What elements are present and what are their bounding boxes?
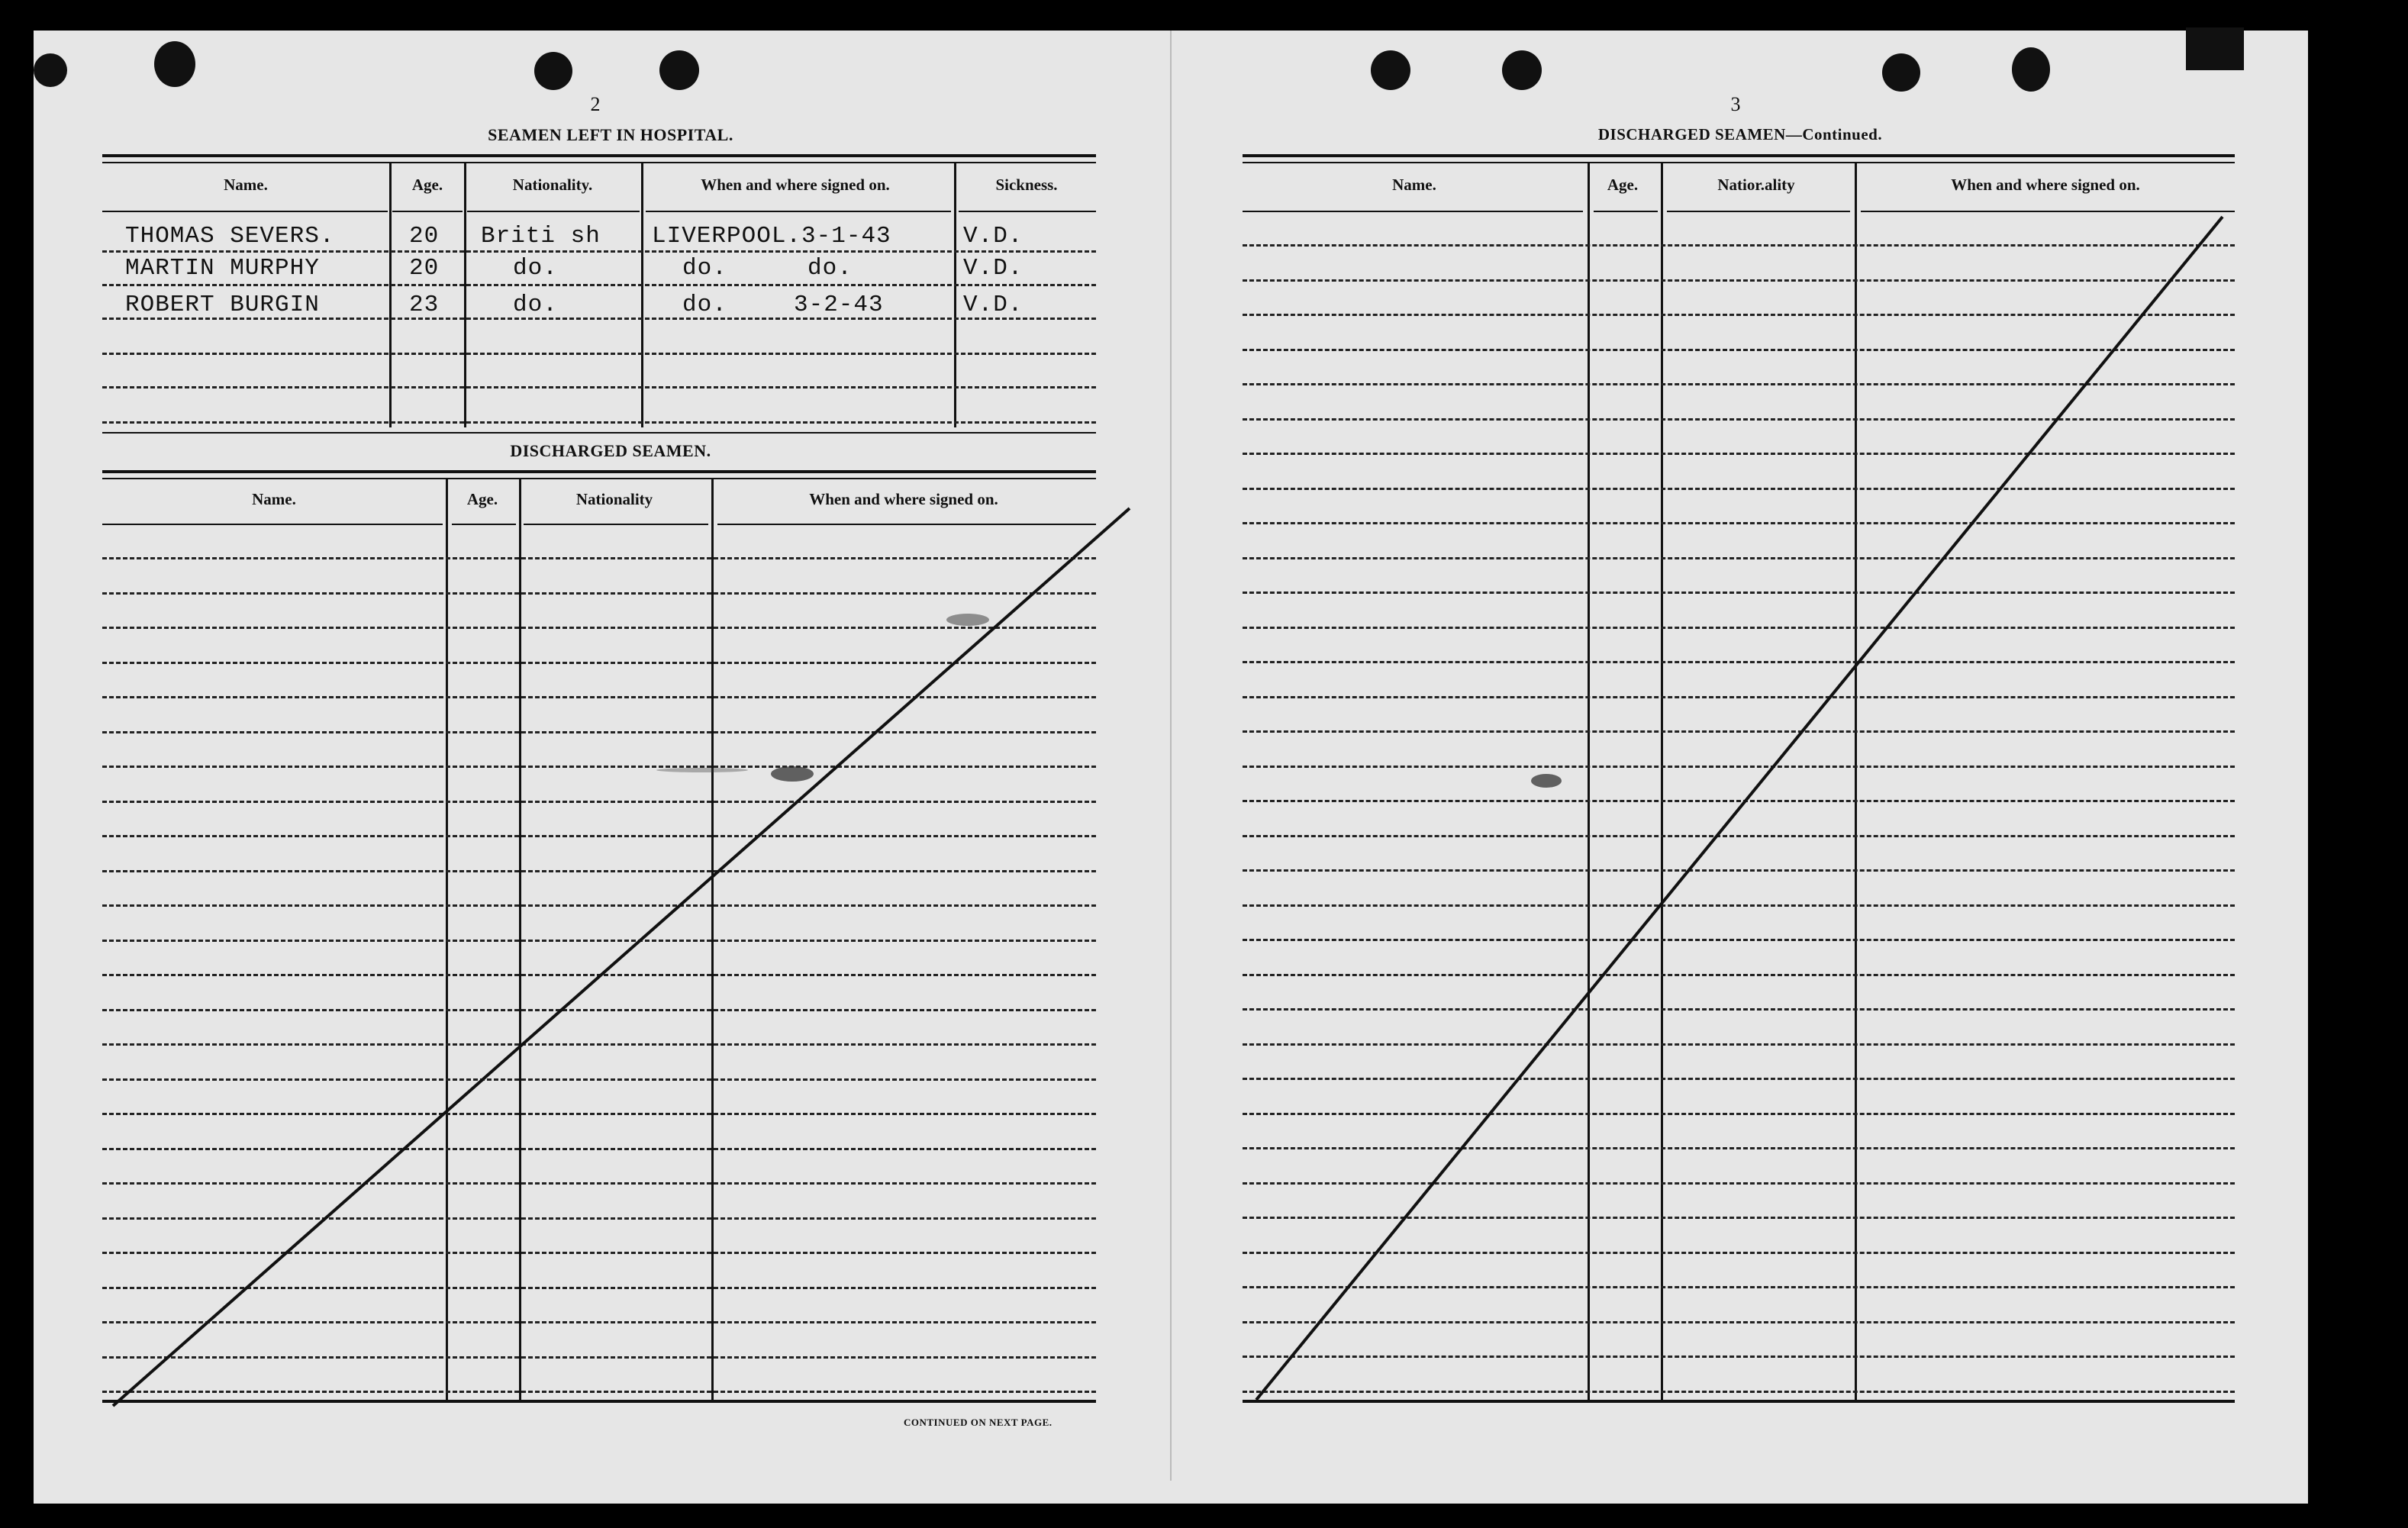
column-header-sickness: Sickness. <box>995 176 1058 194</box>
discharged-column-header-name: Name. <box>252 490 296 508</box>
ink-smudge <box>656 768 748 772</box>
hospital-row-1-age: 20 <box>409 223 440 250</box>
hospital-row-3-sickness: V.D. <box>963 292 1023 318</box>
right-column-header-age: Age. <box>1607 176 1639 194</box>
page-number: 3 <box>1730 93 1741 115</box>
column-header-name: Name. <box>224 176 268 194</box>
right-column-header-nationality: Natior.ality <box>1717 176 1795 194</box>
discharged-section-title: DISCHARGED SEAMEN. <box>510 441 711 460</box>
ink-smudge <box>946 614 989 626</box>
column-header-signed-on: When and where signed on. <box>701 176 890 194</box>
hospital-row-1-signed-on: LIVERPOOL.3-1-43 <box>652 223 891 250</box>
hospital-row-1-name: THOMAS SEVERS. <box>125 223 335 250</box>
discharged-column-header-nationality: Nationality <box>575 490 653 508</box>
ink-smudge <box>1531 774 1562 788</box>
column-header-age: Age. <box>411 176 443 194</box>
discharged-column-header-age: Age. <box>466 490 498 508</box>
right-column-header-signed-on: When and where signed on. <box>1951 176 2140 194</box>
hospital-row-2-age: 20 <box>409 255 440 282</box>
ink-smudge <box>771 766 814 782</box>
hospital-row-3-name: ROBERT BURGIN <box>125 292 320 318</box>
right-column-header-name: Name. <box>1392 176 1436 194</box>
hospital-row-3-nationality: do. <box>513 292 558 318</box>
discharged-column-header-signed-on: When and where signed on. <box>809 490 998 508</box>
hospital-row-1-nationality: Briti sh <box>481 223 601 250</box>
hospital-row-2-nationality: do. <box>513 255 558 282</box>
hospital-row-3-age: 23 <box>409 292 440 318</box>
hospital-row-1-sickness: V.D. <box>963 223 1023 250</box>
right-section-title: DISCHARGED SEAMEN—Continued. <box>1597 125 1883 143</box>
column-header-nationality: Nationality. <box>512 176 593 194</box>
page-number: 2 <box>590 93 601 115</box>
hospital-row-2-signed-on-where: do. <box>682 255 727 282</box>
hospital-row-2-sickness: V.D. <box>963 255 1023 282</box>
continued-note: CONTINUED ON NEXT PAGE. <box>904 1417 1052 1428</box>
cancel-stroke-left <box>113 508 1130 1406</box>
hospital-row-3-signed-on-date: 3-2-43 <box>794 292 884 318</box>
hospital-section-title: SEAMEN LEFT IN HOSPITAL. <box>488 125 733 144</box>
hospital-row-2-name: MARTIN MURPHY <box>125 255 320 282</box>
hospital-row-2-signed-on-date: do. <box>808 255 853 282</box>
cancel-stroke-right <box>1256 217 2223 1400</box>
hospital-row-3-signed-on-where: do. <box>682 292 727 318</box>
